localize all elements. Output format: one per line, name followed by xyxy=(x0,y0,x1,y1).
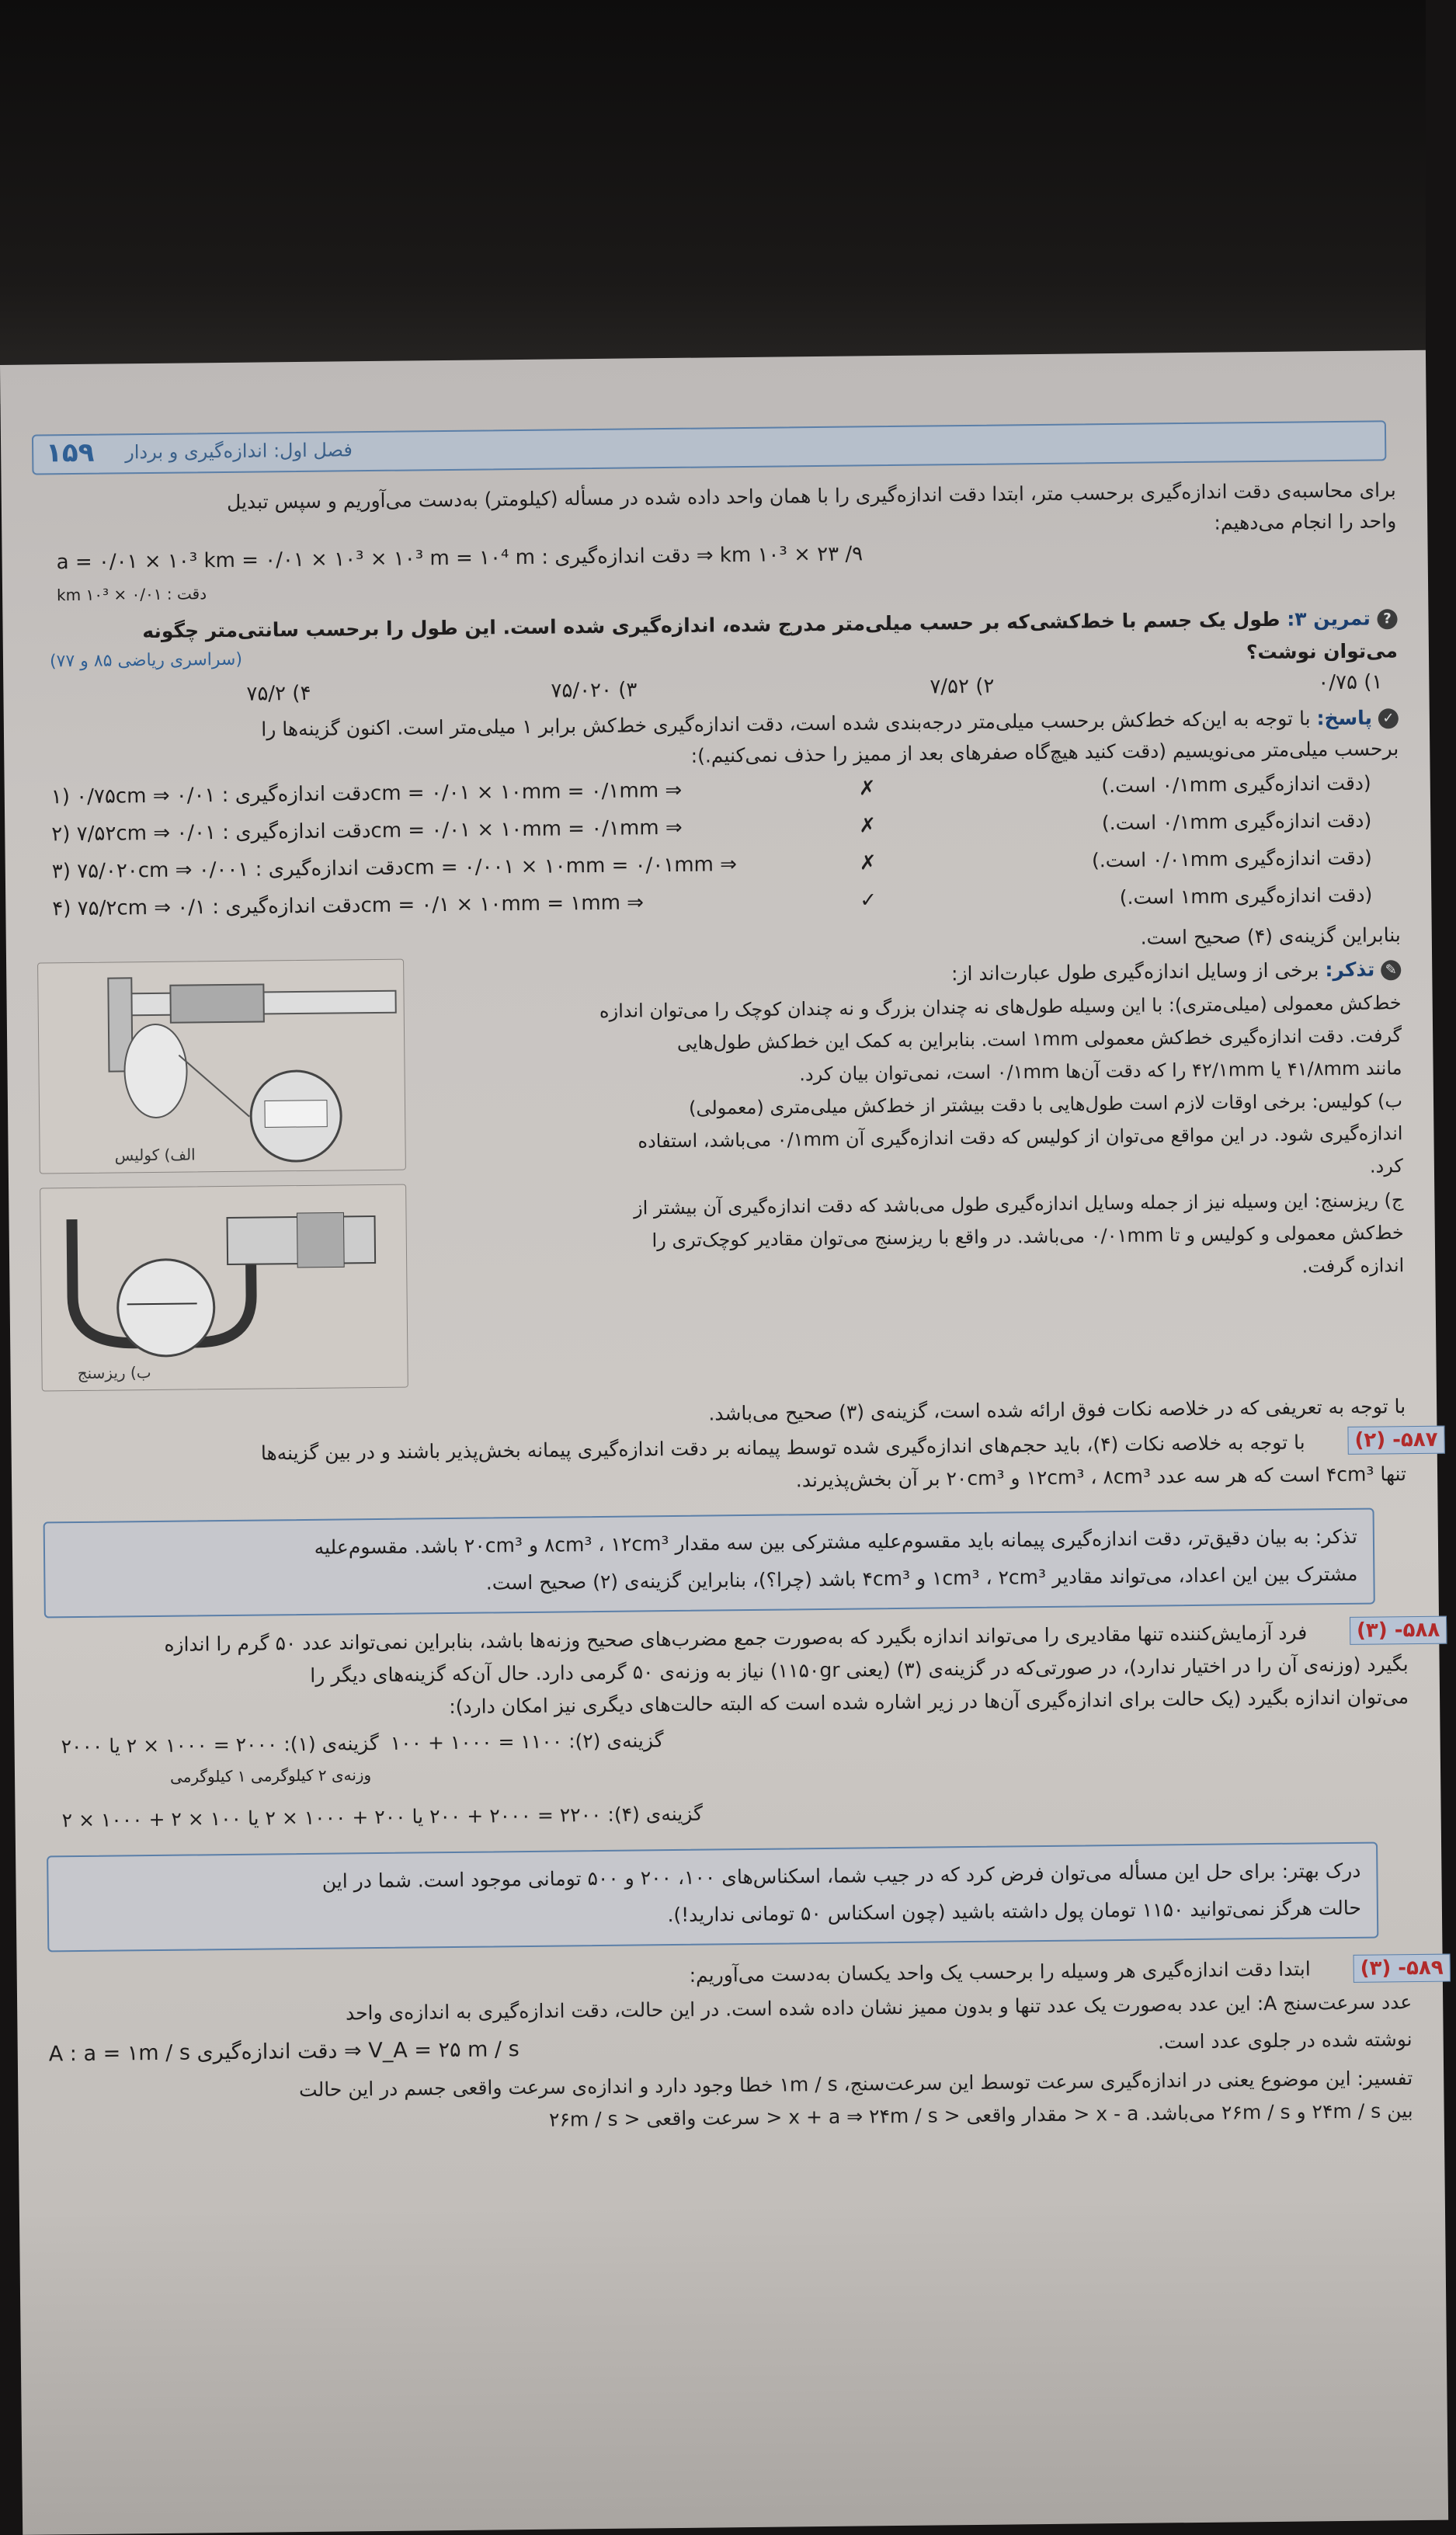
answer-conclusion: بنابراین گزینه‌ی (۴) صحیح است. xyxy=(1140,923,1401,949)
micrometer-drawing xyxy=(40,1185,408,1391)
answer-row-4 xyxy=(52,884,1372,929)
answer-text: با توجه به این‌که خط‌کش برحسب میلی‌متر درجه‌بندی شده است، دقت اندازه‌گیری خط‌کش برابر ۱ میلی‌متر است. اکنون گزینه‌ها را xyxy=(261,707,1311,741)
summary-text: با توجه به تعریفی که در خلاصه نکات فوق ارائه شده است، گزینه‌ی (۳) صحیح می‌باشد. xyxy=(708,1395,1406,1425)
answer-label: پاسخ: xyxy=(1316,706,1373,730)
question-589-formula: V_A = ۲۵ m / s ⇒ دقت اندازه‌گیری A : a = ۱m / s xyxy=(48,2037,520,2067)
note-box-2 xyxy=(47,1842,1378,1953)
answer-row-2-mark: ✗ xyxy=(859,814,877,838)
answer-row-1-calc: ۱) ۰/۷۵cm ⇒ دقت اندازه‌گیری : ۰/۰۱cm = ۰/۰۱ × ۱۰mm = ۰/۱mm ⇒ xyxy=(50,778,683,809)
answer-row-1 xyxy=(51,772,1371,817)
note-micrometer-3: اندازه گرفت. xyxy=(1301,1254,1405,1278)
intro-line-2: واحد را انجام می‌دهیم: xyxy=(1214,509,1397,534)
note-caliper-2: اندازه‌گیری شود. در این مواقع می‌توان از کولیس که دقت اندازه‌گیری آن ۰/۱mm می‌باشد، استفاده xyxy=(638,1122,1403,1153)
caliper-drawing xyxy=(38,960,405,1174)
question-589-line-5: بین ۲۴m / s و ۲۶m / s می‌باشد. x - a < مقدار واقعی < x + a ⇒ ۲۴m / s < سرعت واقعی < ۲۶m / s xyxy=(548,2099,1413,2131)
caliper-figure xyxy=(37,959,406,1174)
note-micrometer-2: خط‌کش معمولی و کولیس و تا ۰/۰۱mm می‌باشد. در واقع با ریزسنج می‌توان مقادیر کوچک‌تری را xyxy=(652,1222,1404,1252)
note-intro xyxy=(951,958,1401,986)
caliper-caption: الف) کولیس xyxy=(114,1145,196,1165)
exercise-question-2: می‌توان نوشت؟ xyxy=(1246,639,1399,664)
answer-row-1-mark: ✗ xyxy=(858,777,876,801)
exercise-option-4: ۴) ۷۵/۲ xyxy=(246,681,311,706)
answer-line-1 xyxy=(261,706,1399,741)
question-587-line-1: با توجه به خلاصه نکات (۴)، باید حجم‌های اندازه‌گیری شده توسط پیمانه بر دقت اندازه‌گیری پیمانه بخش‌پذیر باشند و در بین گزینه‌ها xyxy=(260,1431,1305,1465)
answer-row-4-calc: ۴) ۷۵/۲cm ⇒ دقت اندازه‌گیری : ۰/۱cm = ۰/۱ × ۱۰mm = ۱mm ⇒ xyxy=(52,891,645,921)
answer-row-3-note: (دقت اندازه‌گیری ۰/۰۱mm است.) xyxy=(1091,846,1372,872)
question-589-line-3: نوشته شده در جلوی عدد است. xyxy=(1157,2028,1413,2053)
answer-row-1-note: (دقت اندازه‌گیری ۰/۱mm است.) xyxy=(1101,771,1371,798)
note-ruler-3: مانند ۴۱/۸mm یا ۴۲/۱mm را که دقت آن‌ها ۰/۱mm است، نمی‌توان بیان کرد. xyxy=(799,1057,1402,1086)
note-box-2-line-1: درک بهتر: برای حل این مسأله می‌توان فرض کرد که در جیب شما، اسکناس‌های ۱۰۰، ۲۰۰ و ۵۰۰ تومانی موجود است. شما در این xyxy=(321,1859,1361,1893)
answer-row-2-calc: ۲) ۷/۵۲cm ⇒ دقت اندازه‌گیری : ۰/۰۱cm = ۰/۰۱ × ۱۰mm = ۰/۱mm ⇒ xyxy=(51,815,683,847)
answer-row-4-note: (دقت اندازه‌گیری ۱mm است.) xyxy=(1119,883,1373,909)
question-587-line-2: تنها ۴cm³ است که هر سه عدد ۱۲cm³ ، ۸cm³ و ۲۰cm³ بر آن بخش‌پذیرند. xyxy=(795,1462,1407,1492)
chapter-title: فصل اول: اندازه‌گیری و بردار xyxy=(125,439,353,464)
note-box-2-line-2: حالت هرگز نمی‌توانید ۱۱۵۰ تومان پول داشته باشید (چون اسکناس ۵۰ تومانی ندارید!). xyxy=(667,1896,1362,1927)
question-589-number: (۳) -۵۸۹ xyxy=(1353,1954,1450,1983)
question-588-option-4: گزینه‌ی (۴): ۲۲۰۰ = ۲۰۰۰ + ۲۰۰ یا ۲۰۰ + ۱۰۰۰ × ۲ یا ۱۰۰ × ۲ + ۱۰۰۰ × ۲ xyxy=(61,1802,704,1832)
note-micrometer-1: ج) ریزسنج: این وسیله نیز از جمله وسایل اندازه‌گیری طول می‌باشد که دقت اندازه‌گیری آن بیشتر از xyxy=(633,1189,1404,1219)
exercise-question-text: طول یک جسم با خط‌کشی‌که بر حسب میلی‌متر مدرج شده، اندازه‌گیری شده است. این طول را برحسب سانتی‌متر چگونه xyxy=(142,607,1281,643)
note-box-1 xyxy=(43,1508,1375,1619)
note-ruler-1: خط‌کش معمولی (میلی‌متری): با این وسیله طول‌های نه چندان بزرگ و نه چندان کوچک را می‌توان اندازه xyxy=(599,992,1402,1022)
answer-row-4-mark: ✓ xyxy=(860,888,877,913)
note-box-1-line-2: مشترک بین این اعداد، می‌تواند مقادیر ۱cm³ ، ۲cm³ و ۴cm³ باشد (چرا؟)، بنابراین گزینه‌ی (۲) صحیح است. xyxy=(485,1562,1358,1594)
question-588-line-3: می‌توان اندازه بگیرد (یک حالت برای اندازه‌گیری آن‌ها در زیر اشاره شده است که البته حالت‌های دیگری نیز امکان دارد): xyxy=(449,1685,1409,1719)
intro-formula-note: دقت : ۰/۰۱ × ۱۰³ km xyxy=(56,584,207,605)
note-ruler-2: گرفت. دقت اندازه‌گیری خط‌کش معمولی ۱mm است. بنابراین به کمک این خط‌کش طول‌هایی xyxy=(676,1024,1402,1054)
answer-line-2: برحسب میلی‌متر می‌نویسیم (دقت کنید هیچ‌گاه صفرهای بعد از ممیز را حذف نمی‌کنیم.): xyxy=(690,737,1399,767)
question-589-line-2: عدد سرعت‌سنج A: این عدد به‌صورت یک عدد تنها و بدون ممیز نشان داده شده است. در این حالت، دقت اندازه‌گیری به اندازه‌ی واحد xyxy=(345,1991,1413,2025)
exercise-option-2: ۲) ۷/۵۲ xyxy=(930,674,995,699)
background-dark xyxy=(0,0,1426,404)
pen-icon: ✎ xyxy=(1381,960,1401,980)
note-caliper-3: کرد. xyxy=(1369,1155,1404,1177)
intro-formula: ۹/ ۲۳ × ۱۰³ km ⇒ دقت اندازه‌گیری : a = ۰/۰۱ × ۱۰³ km = ۰/۰۱ × ۱۰³ × ۱۰³ m = ۱۰⁴ m xyxy=(56,542,864,575)
micrometer-caption: ب) ریزسنج xyxy=(77,1363,151,1383)
intro-line-1: برای محاسبه‌ی دقت اندازه‌گیری برحسب متر، ابتدا دقت اندازه‌گیری را با همان واحد داده شده در مسأله (کیلومتر) به‌دست می‌آوریم و سپس تبدیل xyxy=(226,478,1396,513)
answer-row-3 xyxy=(52,847,1372,892)
note-label: تذکر: xyxy=(1325,958,1375,982)
note-box-1-line-1: تذکر: به بیان دقیق‌تر، دقت اندازه‌گیری پیمانه باید مقسوم‌علیه مشترکی بین سه مقدار ۸cm³ ، ۱۲cm³ و ۲۰cm³ باشد. مقسوم‌علیه xyxy=(314,1525,1358,1559)
question-icon: ? xyxy=(1377,609,1397,629)
book-page xyxy=(0,350,1448,2535)
question-587-number: (۲) -۵۸۷ xyxy=(1347,1426,1444,1455)
exercise-option-1: ۱) ۰/۷۵ xyxy=(1318,670,1383,695)
page-number: ۱۵۹ xyxy=(45,436,95,469)
check-icon: ✓ xyxy=(1378,708,1399,729)
question-588-option-1: گزینه‌ی (۱): ۲۰۰۰ = ۱۰۰۰ × ۲ یا ۲۰۰۰ xyxy=(61,1731,379,1758)
micrometer-figure xyxy=(40,1184,408,1392)
question-588-number: (۳) -۵۸۸ xyxy=(1350,1616,1447,1645)
answer-row-2 xyxy=(51,809,1371,854)
question-588-line-1: فرد آزمایش‌کننده تنها مقادیری را می‌تواند اندازه بگیرد که به‌صورت جمع مضرب‌های صحیح وزنه‌ها باشد، بنابراین نمی‌تواند عدد ۵۰ گرم را اندازه xyxy=(164,1621,1308,1656)
question-589-line-4: تفسیر: این موضوع یعنی در اندازه‌گیری سرعت توسط این سرعت‌سنج، ۱m / s خطا وجود دارد و اندازه‌ی سرعت واقعی جسم در این حالت xyxy=(298,2067,1413,2102)
question-588-line-2: بگیرد (وزنه‌ی آن را در اختیار ندارد)، در صورتی‌که در گزینه‌ی (۳) (یعنی ۱۱۵۰gr) نیاز به وزنه‌ی ۵۰ گرمی دارد. حال آن‌که گزینه‌های دیگر را xyxy=(310,1653,1409,1687)
question-588-option-2: گزینه‌ی (۲): ۱۱۰۰ = ۱۰۰۰ + ۱۰۰ xyxy=(390,1729,664,1754)
exercise-source: (سراسری ریاضی ۸۵ و ۷۷) xyxy=(49,649,243,672)
question-588-option-1-sub: وزنه‌ی ۲ کیلوگرمی ۱ کیلوگرمی xyxy=(169,1765,372,1786)
exercise-question xyxy=(142,607,1398,643)
question-589-line-1: ابتدا دقت اندازه‌گیری هر وسیله را برحسب یک واحد یکسان به‌دست می‌آوریم: xyxy=(689,1957,1311,1987)
answer-row-3-calc: ۳) ۷۵/۰۲۰cm ⇒ دقت اندازه‌گیری : ۰/۰۰۱cm = ۰/۰۰۱ × ۱۰mm = ۰/۰۱mm ⇒ xyxy=(51,853,738,884)
answer-row-2-note: (دقت اندازه‌گیری ۰/۱mm است.) xyxy=(1101,808,1372,835)
answer-row-3-mark: ✗ xyxy=(859,851,877,875)
exercise-label: تمرین ۳: xyxy=(1287,607,1371,631)
exercise-option-3: ۳) ۷۵/۰۲۰ xyxy=(551,678,638,703)
note-text: برخی از وسایل اندازه‌گیری طول عبارت‌اند از: xyxy=(950,958,1319,986)
note-caliper-1: ب) کولیس: برخی اوقات لازم است طول‌هایی با دقت بیشتر از خط‌کش میلی‌متری (معمولی) xyxy=(688,1090,1403,1119)
